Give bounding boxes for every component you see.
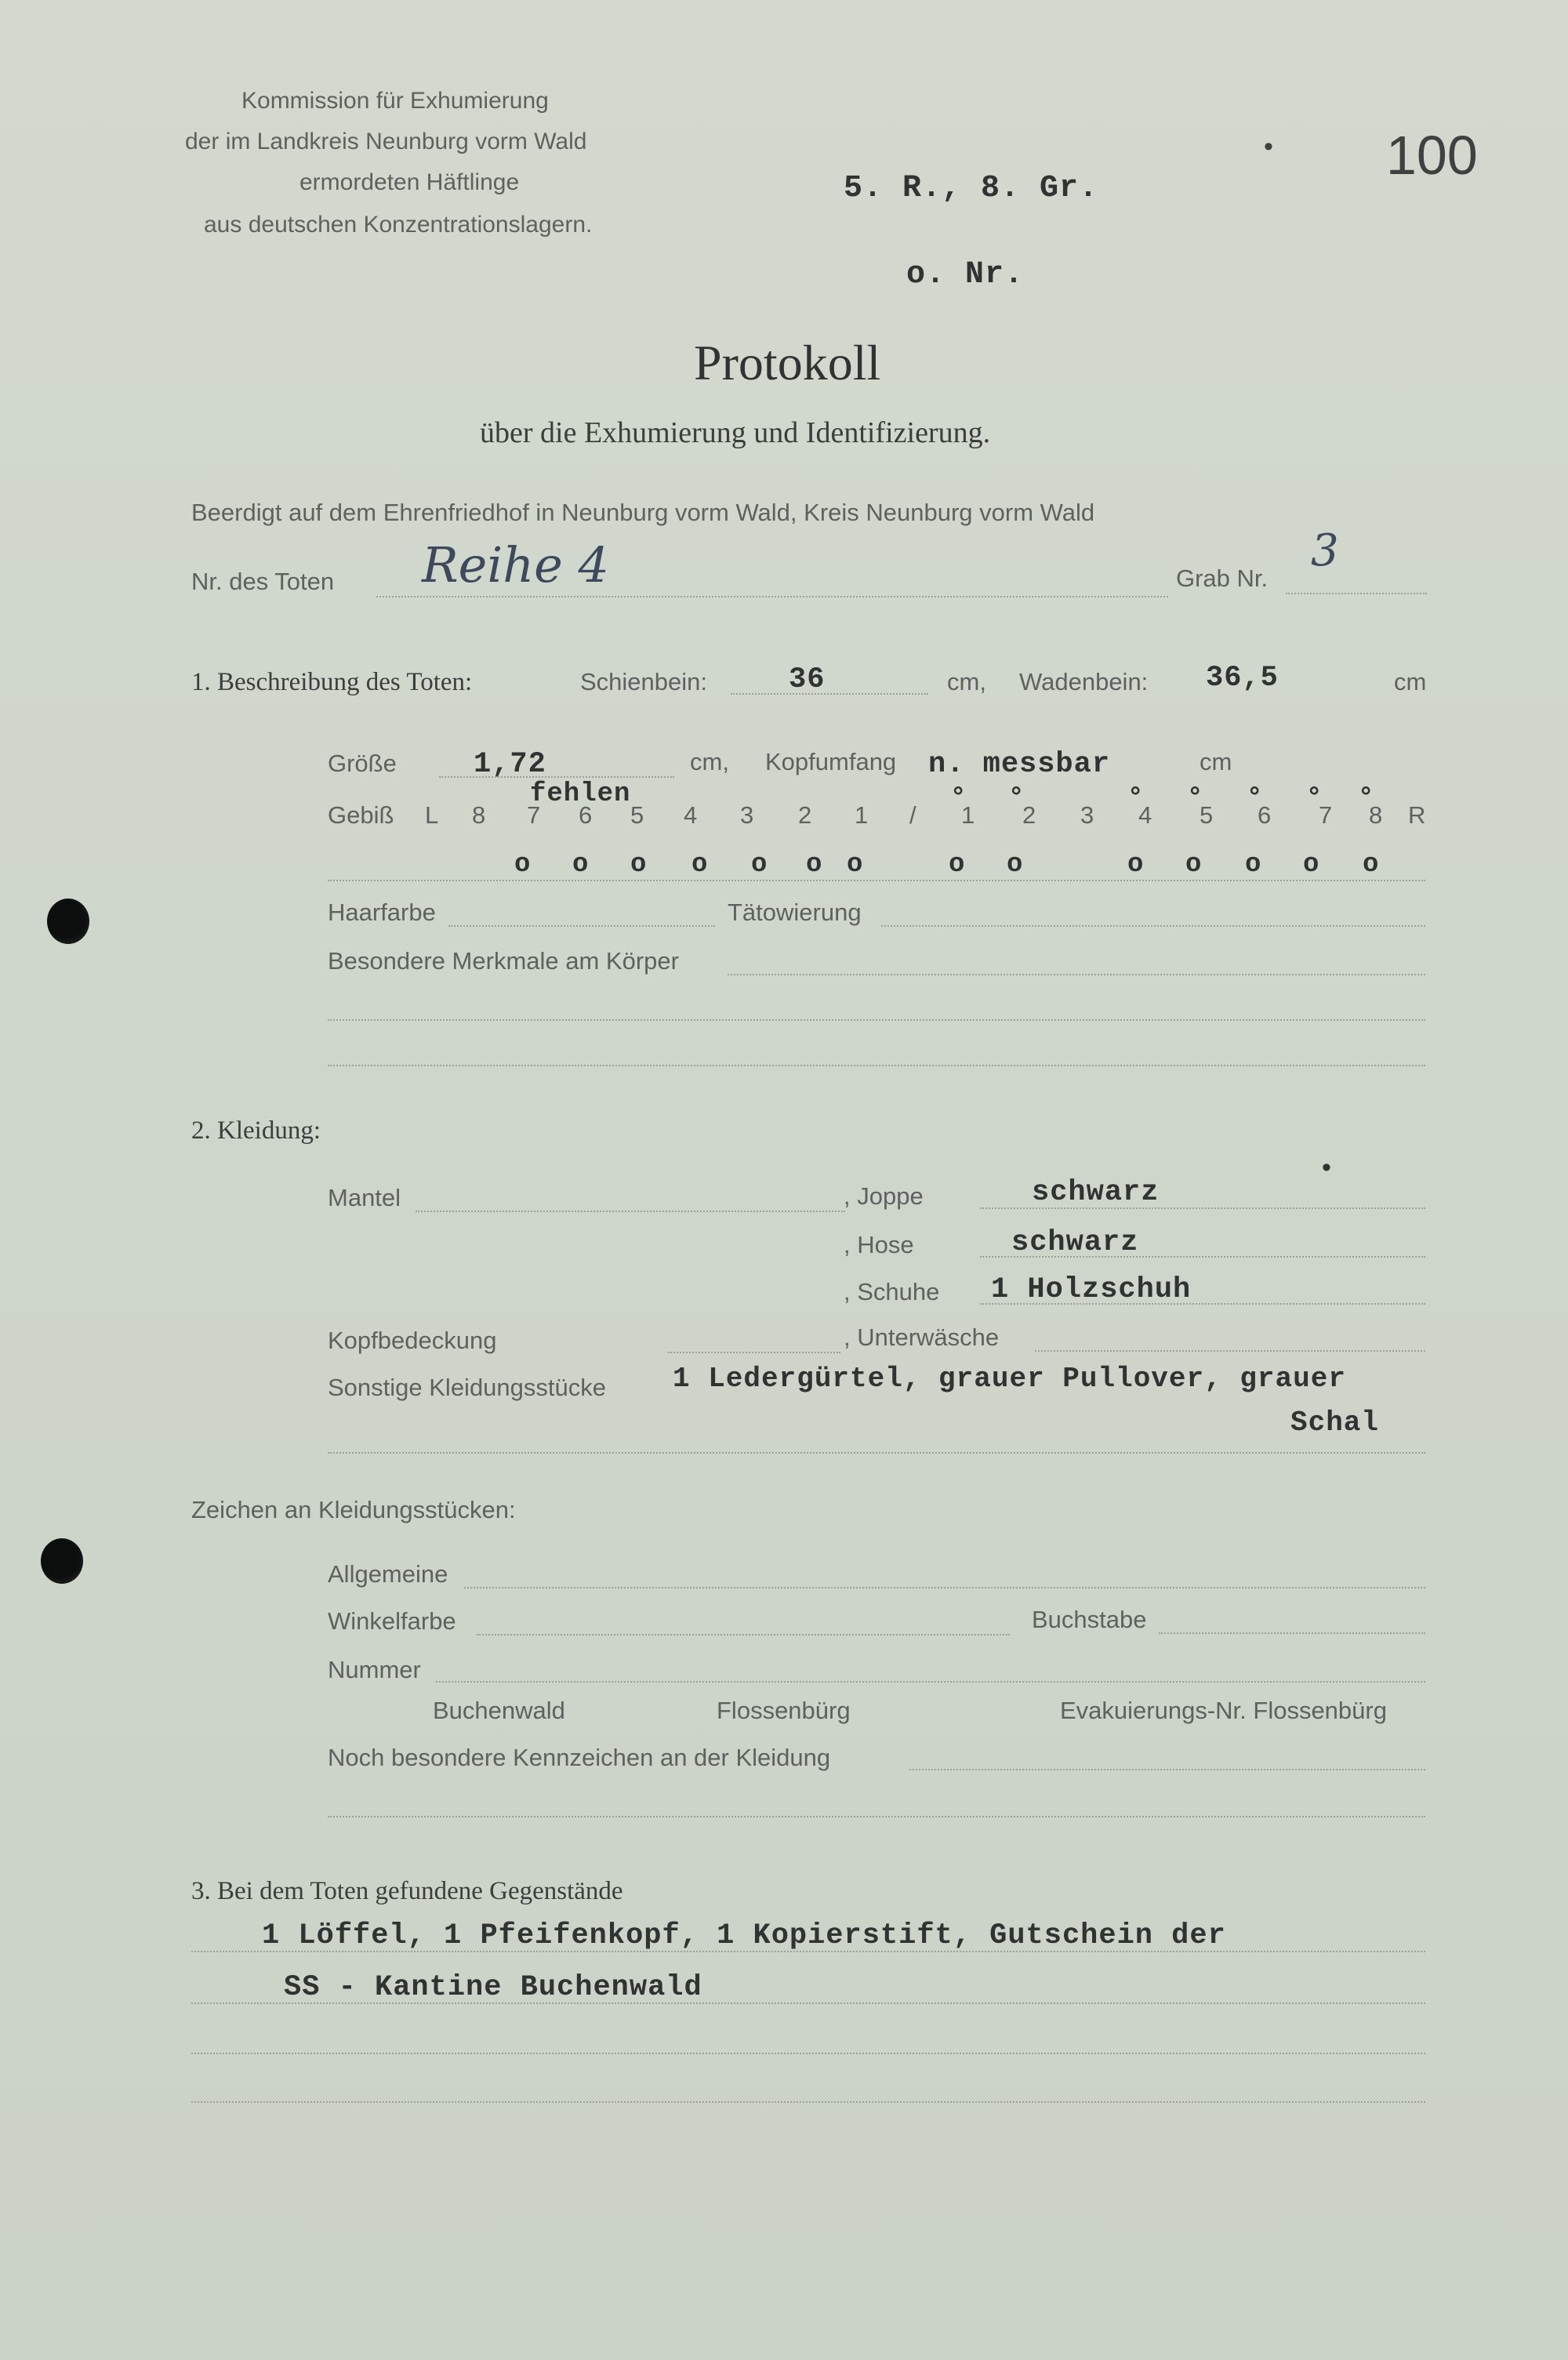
kopfumfang-value: n. messbar xyxy=(928,748,1111,781)
merkmale-line-2 xyxy=(328,1019,1425,1021)
flossenbuerg-label: Flossenbürg xyxy=(717,1697,851,1724)
tooth-number: 5 xyxy=(1200,801,1214,829)
joppe-label: , Joppe xyxy=(844,1182,924,1210)
schuhe-label: , Schuhe xyxy=(844,1278,940,1305)
gegenstaende-dotted-4 xyxy=(191,2101,1425,2103)
tooth-status: o xyxy=(630,850,647,880)
tooth-status: o xyxy=(572,850,589,880)
tooth-status: o xyxy=(751,850,768,880)
tooth-number: 8 xyxy=(1369,801,1383,829)
tooth-status: o xyxy=(514,850,531,880)
nr-des-toten-value: Reihe 4 xyxy=(422,536,609,594)
section-1-heading: 1. Beschreibung des Toten: xyxy=(191,668,473,696)
unterwaesche-label: , Unterwäsche xyxy=(844,1323,1000,1351)
tooth-mark: ° xyxy=(1247,784,1263,814)
buchstabe-label: Buchstabe xyxy=(1032,1606,1147,1633)
punch-hole-bottom xyxy=(41,1538,83,1584)
section-3-heading: 3. Bei dem Toten gefundene Gegenstände xyxy=(191,1877,623,1905)
tooth-number: 1 xyxy=(961,801,975,829)
sonstige-line xyxy=(328,1452,1425,1454)
schienbein-label: Schienbein: xyxy=(580,668,708,695)
noch-line-2 xyxy=(328,1816,1425,1817)
mantel-line xyxy=(416,1211,845,1212)
sonstige-value-line: Schal xyxy=(1290,1407,1380,1439)
cm-label: cm, xyxy=(690,748,729,775)
winkelfarbe-label: Winkelfarbe xyxy=(328,1607,456,1635)
commission-line: Kommission für Exhumierung xyxy=(241,88,549,114)
joppe-line xyxy=(980,1207,1425,1209)
tooth-mark: ° xyxy=(1358,784,1374,814)
wadenbein-label: Wadenbein: xyxy=(1019,668,1149,695)
margin-mark: • xyxy=(1264,132,1273,162)
nr-des-toten-label: Nr. des Toten xyxy=(191,568,335,595)
tooth-status: o xyxy=(1007,850,1023,880)
tooth-number: 7 xyxy=(1319,801,1333,829)
tooth-mark: ° xyxy=(1008,784,1025,814)
margin-mark: • xyxy=(1322,1153,1331,1182)
gegenstaende-line: SS - Kantine Buchenwald xyxy=(284,1971,702,2004)
tooth-number: 4 xyxy=(684,801,698,829)
page-subtitle: über die Exhumierung und Identifizierung. xyxy=(480,416,991,449)
hose-value: schwarz xyxy=(1011,1226,1139,1259)
evakuierung-label: Evakuierungs-Nr. Flossenbürg xyxy=(1060,1697,1387,1724)
gebiss-side-right: R xyxy=(1408,801,1426,829)
gebiss-note: fehlen xyxy=(530,779,631,809)
tooth-number: 6 xyxy=(1258,801,1272,829)
commission-line: der im Landkreis Neunburg vorm Wald xyxy=(185,129,587,154)
tooth-status: o xyxy=(1303,850,1319,880)
schienbein-value: 36 xyxy=(789,663,826,696)
sonstige-label: Sonstige Kleidungsstücke xyxy=(328,1374,607,1401)
gegenstaende-dotted-3 xyxy=(191,2053,1425,2054)
tooth-number: 6 xyxy=(579,801,593,829)
allgemeine-label: Allgemeine xyxy=(328,1560,448,1588)
cm-label: cm, xyxy=(947,668,986,695)
kopfbedeckung-line xyxy=(668,1352,840,1353)
tooth-number: 4 xyxy=(1138,801,1152,829)
noch-line xyxy=(909,1769,1425,1770)
tooth-mark: ° xyxy=(1187,784,1203,814)
allgemeine-line xyxy=(464,1587,1425,1588)
gebiss-side-left: L xyxy=(425,801,439,829)
wadenbein-value: 36,5 xyxy=(1206,662,1279,695)
tooth-number: 3 xyxy=(740,801,754,829)
tooth-status: o xyxy=(1245,850,1261,880)
winkelfarbe-line xyxy=(477,1634,1010,1636)
cm-label: cm xyxy=(1394,668,1427,695)
tooth-number: 2 xyxy=(798,801,812,829)
page-number: 100 xyxy=(1386,125,1478,186)
commission-line: aus deutschen Konzentrationslagern. xyxy=(204,212,593,238)
tooth-number: 2 xyxy=(1022,801,1036,829)
nummer-label: Nummer xyxy=(328,1656,421,1683)
sonstige-value-line: 1 Ledergürtel, grauer Pullover, grauer xyxy=(673,1363,1346,1395)
nr-dotted-line xyxy=(376,596,1168,597)
tooth-mark: ° xyxy=(950,784,967,814)
tooth-status: o xyxy=(691,850,708,880)
section-2-heading: 2. Kleidung: xyxy=(191,1116,321,1145)
gegenstaende-dotted-2 xyxy=(191,2002,1425,2004)
merkmale-label: Besondere Merkmale am Körper xyxy=(328,947,679,975)
hose-label: , Hose xyxy=(844,1231,914,1258)
grab-nr-label: Grab Nr. xyxy=(1176,565,1269,592)
tooth-number: 1 xyxy=(855,801,869,829)
kopfumfang-label: Kopfumfang xyxy=(765,748,897,775)
tooth-number: 7 xyxy=(527,801,541,829)
schuhe-value: 1 Holzschuh xyxy=(991,1273,1192,1306)
commission-line: ermordeten Häftlinge xyxy=(299,169,520,195)
schuhe-line xyxy=(980,1303,1425,1305)
page-title: Protokoll xyxy=(694,335,881,390)
teeth-dotted-line xyxy=(328,880,1425,881)
groesse-line xyxy=(439,776,674,778)
tooth-number: 8 xyxy=(472,801,486,829)
grab-dotted-line xyxy=(1286,593,1427,594)
zeichen-heading: Zeichen an Kleidungsstücken: xyxy=(191,1496,516,1523)
unterwaesche-line xyxy=(1035,1350,1425,1352)
stamp-number: o. Nr. xyxy=(906,257,1025,292)
hose-line xyxy=(980,1256,1425,1258)
punch-hole-top xyxy=(47,899,89,944)
tooth-mark: ° xyxy=(1127,784,1144,814)
tooth-number: 3 xyxy=(1080,801,1094,829)
merkmale-line-3 xyxy=(328,1065,1425,1066)
buchstabe-line xyxy=(1159,1632,1425,1634)
tooth-status: o xyxy=(949,850,965,880)
tooth-mark: ° xyxy=(1306,784,1323,814)
haarfarbe-label: Haarfarbe xyxy=(328,899,436,926)
gegenstaende-line: 1 Löffel, 1 Pfeifenkopf, 1 Kopierstift, Gutschein der xyxy=(262,1919,1226,1952)
kopfbedeckung-label: Kopfbedeckung xyxy=(328,1327,497,1354)
nummer-line xyxy=(436,1681,1425,1683)
taetowierung-label: Tätowierung xyxy=(728,899,862,926)
merkmale-line xyxy=(728,974,1425,975)
tooth-status: o xyxy=(1363,850,1379,880)
gebiss-divider: / xyxy=(909,801,916,829)
joppe-value: schwarz xyxy=(1032,1176,1160,1209)
tooth-number: 5 xyxy=(630,801,644,829)
noch-label: Noch besondere Kennzeichen an der Kleidung xyxy=(328,1744,831,1771)
groesse-value: 1,72 xyxy=(474,748,546,781)
gegenstaende-dotted-1 xyxy=(191,1951,1425,1952)
tooth-status: o xyxy=(1127,850,1144,880)
gebiss-label: Gebiß xyxy=(328,801,394,829)
groesse-label: Größe xyxy=(328,750,397,777)
taetowierung-line xyxy=(881,925,1425,927)
tooth-status: o xyxy=(1185,850,1202,880)
tooth-status: o xyxy=(806,850,822,880)
buchenwald-label: Buchenwald xyxy=(433,1697,565,1724)
grab-nr-value: 3 xyxy=(1311,525,1339,576)
cm-label: cm xyxy=(1200,748,1232,775)
burial-text: Beerdigt auf dem Ehrenfriedhof in Neunburg vorm Wald, Kreis Neunburg vorm Wald xyxy=(191,499,1095,526)
mantel-label: Mantel xyxy=(328,1184,401,1211)
stamp-row-group: 5. R., 8. Gr. xyxy=(844,171,1099,206)
schienbein-line xyxy=(731,693,928,695)
haarfarbe-line xyxy=(448,925,715,927)
tooth-status: o xyxy=(847,850,863,880)
